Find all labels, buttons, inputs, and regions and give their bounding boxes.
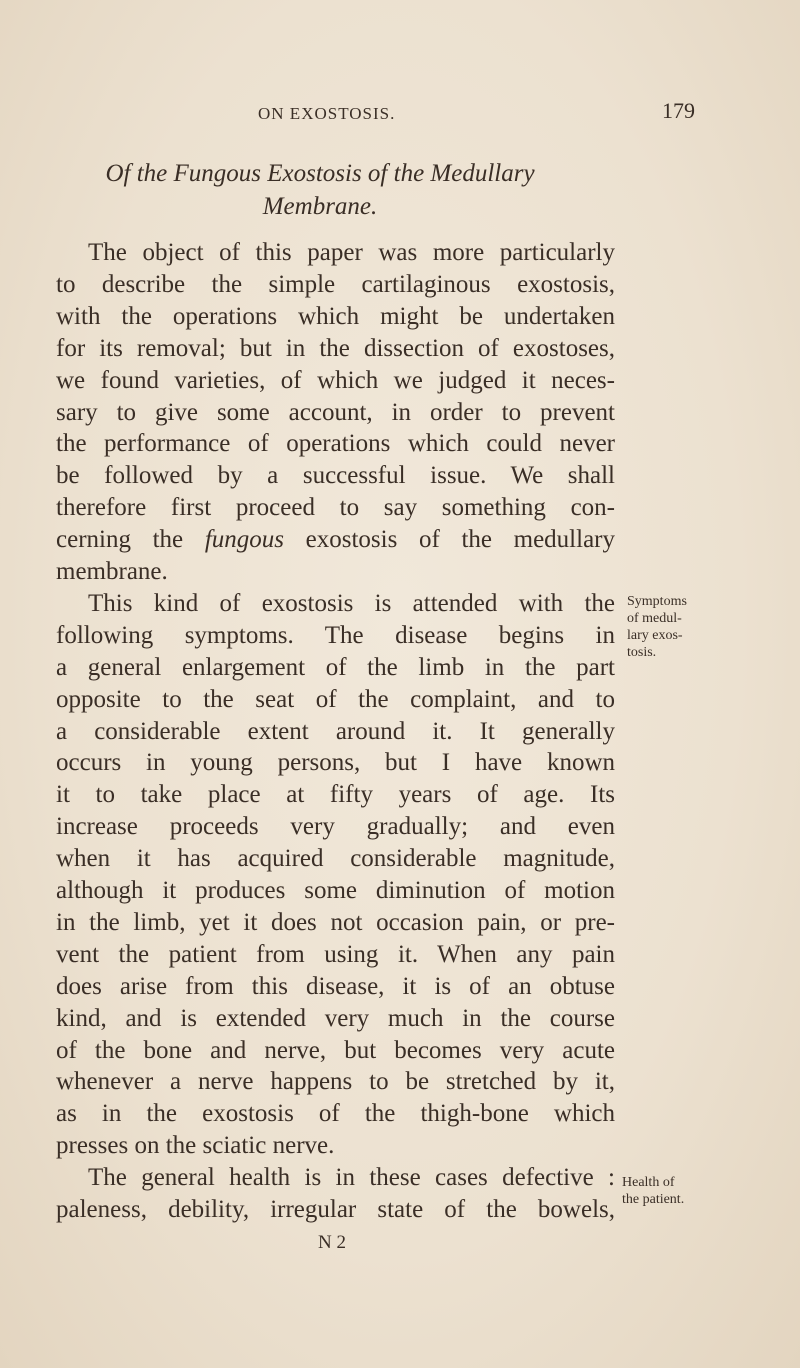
signature-mark: N 2 [318, 1232, 346, 1253]
margin-note-health [622, 1174, 684, 1208]
text-line: presses on the sciatic nerve. [56, 1132, 335, 1160]
margin-note-line: of medul- [627, 611, 682, 626]
section-title-line-2: Membrane. [262, 193, 378, 220]
text-line: This kind of exostosis is attended with the [88, 589, 615, 617]
text-line: the performance of operations which could never [56, 430, 615, 458]
text-line: as in the exostosis of the thigh-bone which [56, 1100, 615, 1128]
text-line: therefore first proceed to say something con- [56, 494, 615, 522]
text-line: The general health is in these cases defective : [88, 1164, 615, 1192]
text-line: whenever a nerve happens to be stretched by it, [56, 1068, 615, 1096]
text-line: we found varieties, of which we judged it neces- [56, 366, 615, 394]
text-line: opposite to the seat of the complaint, and to [56, 685, 615, 713]
margin-note-line: tosis. [627, 645, 657, 660]
text-line: occurs in young persons, but I have known [56, 749, 615, 777]
text-line: kind, and is extended very much in the course [56, 1004, 615, 1032]
margin-note-line: lary exos- [627, 628, 683, 643]
text-line: when it has acquired considerable magnitude, [56, 845, 615, 873]
text-line: of the bone and nerve, but becomes very acute [56, 1036, 615, 1064]
text-segment: cerning the [56, 526, 205, 554]
margin-note-line: Health of [622, 1175, 675, 1190]
text-line: increase proceeds very gradually; and even [56, 813, 615, 841]
margin-note-line: the patient. [622, 1192, 685, 1207]
section-title-line-1: Of the Fungous Exostosis of the Medullary [105, 160, 535, 187]
text-line: with the operations which might be undertaken [56, 302, 615, 330]
page-number: 179 [662, 98, 695, 123]
text-line: be followed by a successful issue. We shall [56, 462, 615, 490]
emphasized-word: fungous [204, 526, 284, 554]
margin-note-line: Symptoms [627, 594, 687, 609]
text-line: a considerable extent around it. It generally [56, 717, 615, 745]
text-line: it to take place at fifty years of age. Its [56, 781, 615, 809]
text-line: paleness, debility, irregular state of the bowels, [56, 1196, 615, 1223]
text-line: The object of this paper was more particularly [88, 239, 615, 266]
text-line: does arise from this disease, it is of an obtuse [56, 972, 615, 1000]
text-line: vent the patient from using it. When any pain [56, 940, 615, 968]
text-line: in the limb, yet it does not occasion pain, or pre- [56, 908, 615, 936]
margin-note-symptoms [627, 593, 687, 661]
text-line: sary to give some account, in order to prevent [56, 398, 615, 426]
text-segment: exostosis of the medullary [284, 526, 615, 554]
text-line [56, 525, 615, 555]
text-line: for its removal; but in the dissection of exostoses, [56, 334, 615, 362]
text-line: although it produces some diminution of motion [56, 877, 615, 904]
text-line: following symptoms. The disease begins in [56, 621, 615, 649]
text-line: membrane. [56, 558, 168, 585]
text-line: to describe the simple cartilaginous exostosis, [56, 270, 615, 298]
text-line: a general enlargement of the limb in the part [56, 653, 615, 681]
running-head: ON EXOSTOSIS. [258, 104, 396, 123]
